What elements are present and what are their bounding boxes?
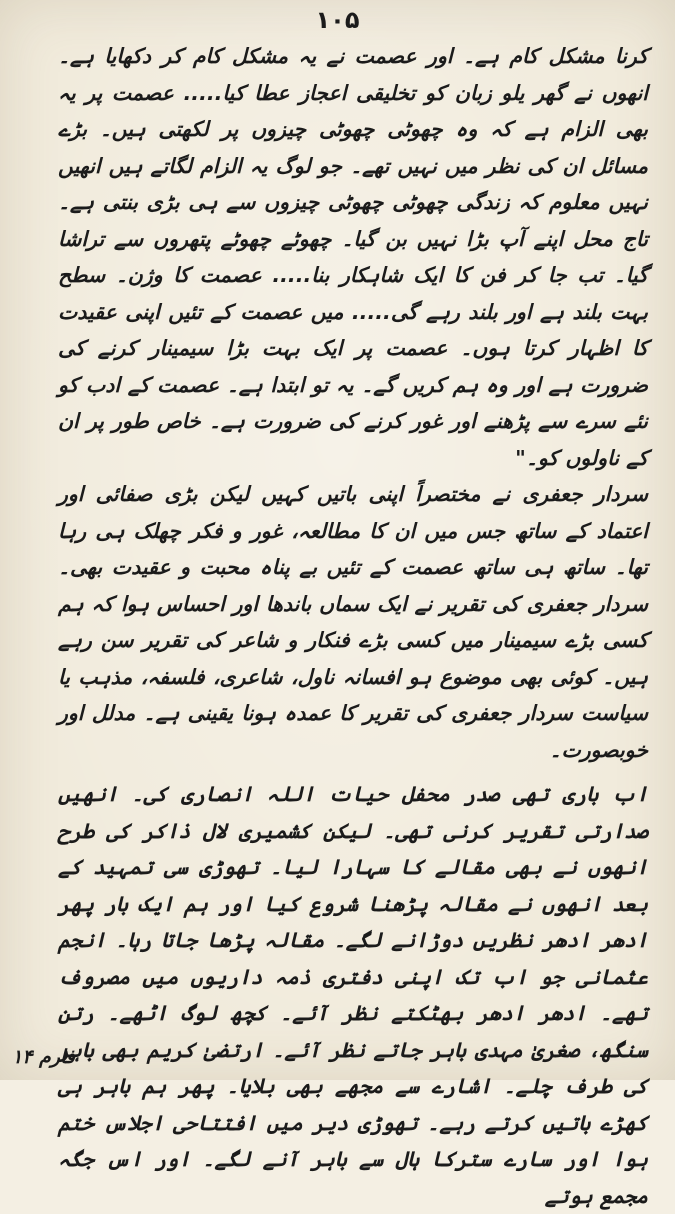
paragraph-3: اب باری تھی صدر محفل حیات اللہ انصاری کی۔ انھیں صدارتی تقریر کرنی تھی۔ لیکن کشمیری لال ذاکر کی طرح انھوں نے بھی مقالے کا سہارا لیا۔ تھوڑی سی تمہید کے بعد انھوں نے مقالہ پڑھنا شروع کیا اور ہم ایک بار پھر ادھر ادھر نظریں دوڑانے لگے۔ مقالہ پڑھا جاتا رہا۔ انجم عثمانی جو اب تک اپنی دفتری ذمہ داریوں میں مصروف تھے۔ ادھر ادھر بھٹکتے نظر آئے۔ کچھ لوگ اٹھے۔ رتن سنگھ، صغریٰ مہدی باہر جاتے نظر آئے۔ ارتضیٰ کریم بھی باہر کی طرف چلے۔ اشارے سے مجھے بھی بلایا۔ پھر ہم باہر ہی کھڑے باتیں کرتے رہے۔ تھوڑی دیر میں افتتاحی اجلاس ختم ہوا اور سارے سترکا ہال سے باہر آنے لگے۔ اور اس جگہ مجمع ہوتے: [58, 782, 648, 1208]
page-number: ۱۰۵: [315, 6, 360, 34]
paragraph-2: سردار جعفری نے مختصراً اپنی باتیں کہیں لیکن بڑی صفائی اور اعتماد کے ساتھ جس میں ان کا مطالعہ، غور و فکر چھلک ہی رہا تھا۔ ساتھ ہی ساتھ عصمت کے تئیں بے پناہ محبت و عقیدت بھی۔ سردار جعفری کی تقریر نے ایک سماں باندھا اور احساس ہوا کہ ہم کسی بڑے سیمینار میں کسی بڑے فنکار و شاعر کی تقریر سن رہے ہیں۔ کوئی بھی موضوع ہو افسانہ ناول، شاعری، فلسفہ، مذہب یا سیاست سردار جعفری کی تقریر کا عمدہ ہونا یقینی ہے۔ مدلل اور خوبصورت۔: [58, 482, 648, 762]
body-text: [58, 38, 648, 1214]
form-signature: فارم ۱۴: [12, 1046, 75, 1068]
paragraph-1: کرنا مشکل کام ہے۔ اور عصمت نے یہ مشکل کام کر دکھایا ہے۔ انھوں نے گھر یلو زبان کو تخلیقی اعجاز عطا کیا..... عصمت پر یہ بھی الزام ہے کہ وہ چھوٹی چھوٹی چیزوں پر لکھتی ہیں۔ بڑے مسائل ان کی نظر میں نہیں تھے۔ جو لوگ یہ الزام لگاتے ہیں انھیں نہیں معلوم کہ زندگی چھوٹی چھوٹی چیزوں سے ہی بڑی بنتی ہے۔ تاج محل اپنے آپ بڑا نہیں بن گیا۔ چھوٹے چھوٹے پتھروں سے تراشا گیا۔ تب جا کر فن کا ایک شاہکار بنا..... عصمت کا وژن۔ سطح بہت بلند ہے اور بلند رہے گی..... میں عصمت کے تئیں اپنی عقیدت کا اظہار کرتا ہوں۔ عصمت پر ایک بہت بڑا سیمینار کرنے کی ضرورت ہے اور وہ ہم کریں گے۔ یہ تو ابتدا ہے۔ عصمت کے ادب کو نئے سرے سے پڑھنے اور غور کرنے کی ضرورت ہے۔ خاص طور پر ان کے ناولوں کو۔": [58, 44, 648, 470]
